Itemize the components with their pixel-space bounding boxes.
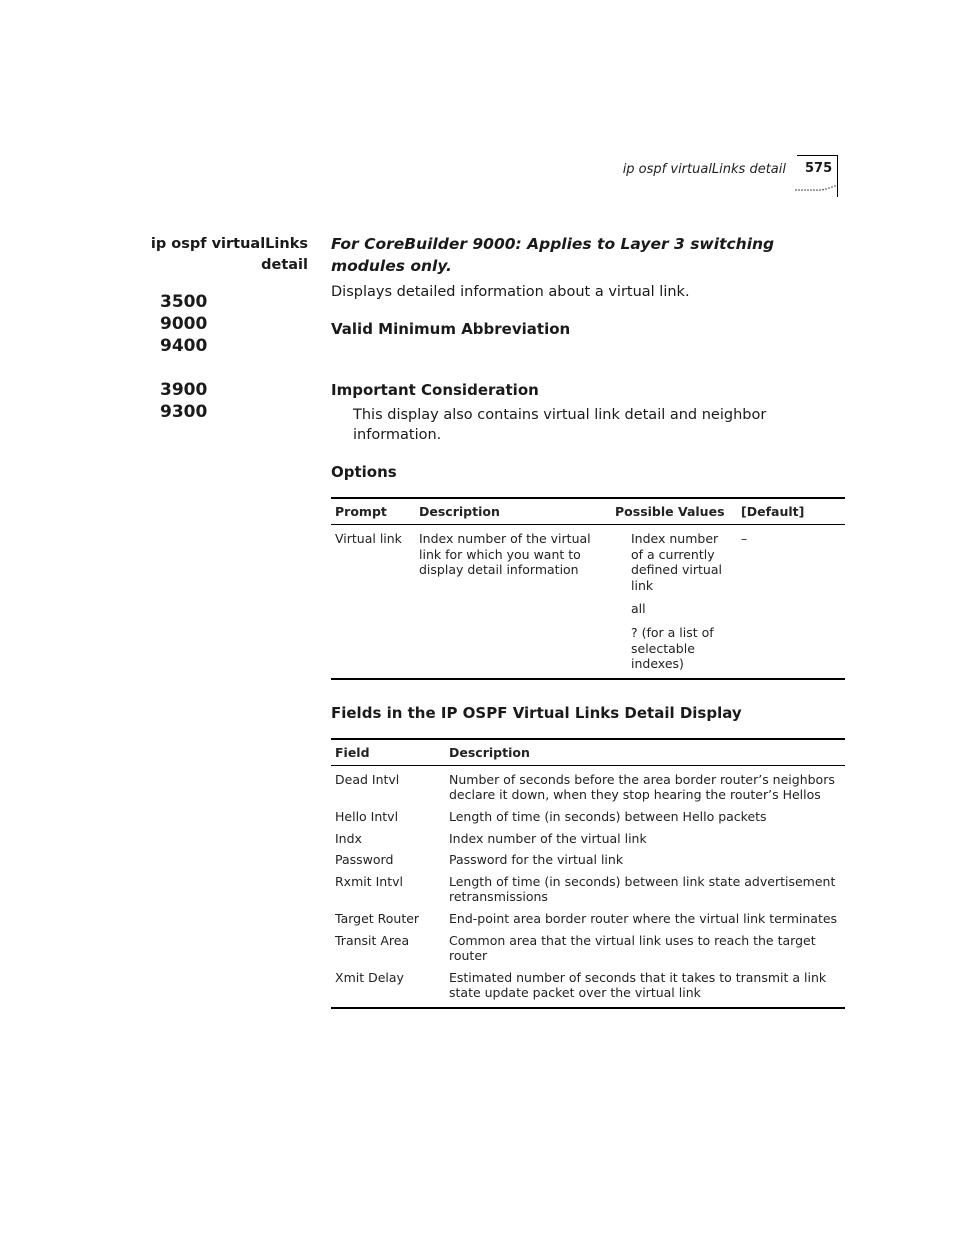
- header-rule-horizontal: [797, 155, 838, 156]
- table-row: [331, 525, 845, 679]
- field-name: Hello Intvl: [335, 808, 399, 824]
- fields-heading: Fields in the IP OSPF Virtual Links Detail Display: [331, 703, 742, 722]
- platform-list: [160, 291, 207, 423]
- field-name: Xmit Delay: [331, 964, 445, 1008]
- platform-3500: 3500: [160, 292, 208, 312]
- field-description: Index number of the virtual link: [449, 830, 647, 846]
- field-description: Common area that the virtual link uses to reach the target router: [449, 932, 816, 964]
- option-possible-values: [611, 525, 737, 679]
- table-row: [331, 905, 845, 927]
- important-heading: Important Consideration: [331, 381, 539, 399]
- options-header-prompt: Prompt: [331, 498, 415, 525]
- field-name: Rxmit Intvl: [335, 873, 403, 889]
- possible-value: all: [631, 601, 646, 617]
- field-description: End-point area border router where the virtual link terminates: [449, 910, 838, 926]
- table-row: [331, 825, 845, 847]
- applies-note: For CoreBuilder 9000: Applies to Layer 3 switching modules only.: [331, 235, 775, 275]
- field-description: Length of time (in seconds) between link state advertisement retransmissions: [449, 873, 836, 905]
- field-description: Number of seconds before the area border router’s neighbors declare it down, when they stop hearing the router’s Hellos: [449, 771, 835, 803]
- fields-header-field: Field: [331, 739, 445, 766]
- platform-3900: 3900: [160, 380, 208, 400]
- option-prompt: Virtual link: [331, 525, 415, 679]
- fields-table: [331, 738, 845, 1009]
- field-name: Transit Area: [335, 932, 410, 948]
- field-name: Password: [335, 852, 394, 868]
- fields-header-description: Description: [445, 739, 845, 766]
- options-heading: Options: [331, 463, 397, 481]
- field-description: Length of time (in seconds) between Hello packets: [449, 808, 767, 824]
- option-default: –: [737, 525, 845, 679]
- option-description: Index number of the virtual link for which you want to display detail information: [415, 525, 611, 679]
- header-rule-vertical: [837, 155, 838, 197]
- table-row: [331, 846, 845, 868]
- command-title-line2: detail: [261, 257, 308, 273]
- page-number: 575: [805, 161, 833, 176]
- options-header-default: [Default]: [737, 498, 845, 525]
- field-name: Target Router: [335, 910, 420, 926]
- options-header-description: Description: [415, 498, 611, 525]
- running-title: ip ospf virtualLinks detail: [622, 162, 786, 177]
- field-name: Indx: [335, 830, 362, 846]
- main-content: [331, 233, 845, 1009]
- table-row: [331, 927, 845, 964]
- field-name: Dead Intvl: [335, 771, 400, 787]
- command-description: Displays detailed information about a virtual link.: [331, 284, 690, 300]
- command-title: [108, 234, 308, 276]
- options-header-values: Possible Values: [611, 498, 737, 525]
- table-row: [331, 964, 845, 1008]
- field-description: Password for the virtual link: [449, 852, 624, 868]
- valid-abbrev-heading: Valid Minimum Abbreviation: [331, 320, 571, 338]
- important-text: This display also contains virtual link detail and neighbor information.: [353, 407, 767, 443]
- platform-9300: 9300: [160, 402, 208, 422]
- table-row: [331, 765, 845, 803]
- command-title-line1: ip ospf virtualLinks: [150, 236, 308, 252]
- platform-9000: 9000: [160, 314, 208, 334]
- platform-9400: 9400: [160, 336, 208, 356]
- table-row: [331, 868, 845, 905]
- options-table: [331, 497, 845, 680]
- field-description: Estimated number of seconds that it takes to transmit a link state update packet over the virtual link: [445, 964, 845, 1008]
- table-row: [331, 803, 845, 825]
- header-dot-ornament: [795, 185, 837, 193]
- possible-value: ? (for a list of selectable indexes): [631, 624, 714, 672]
- possible-value: Index number of a currently defined virtual link: [631, 531, 722, 593]
